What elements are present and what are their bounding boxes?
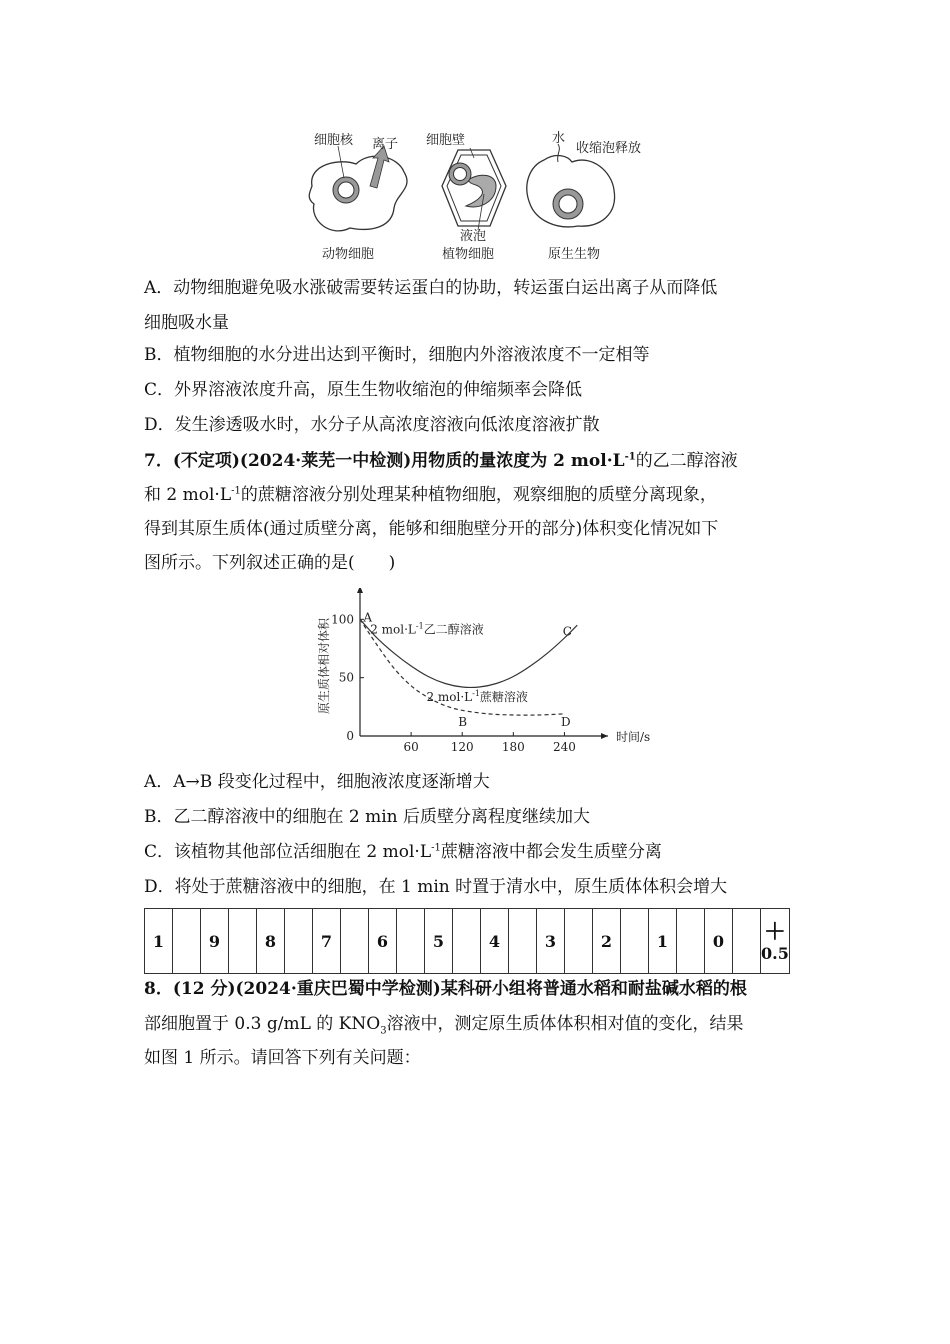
- label-water: 水: [552, 131, 566, 146]
- plant-cell-diagram: [426, 133, 506, 262]
- score-cell: [565, 909, 593, 974]
- q6-option-d: D．发生渗透吸水时，水分子从高浓度溶液向低浓度溶液扩散: [144, 415, 600, 435]
- q7-option-b: B．乙二醇溶液中的细胞在 2 min 后质壁分离程度继续加大: [144, 807, 591, 827]
- ion-arrow-icon: [370, 146, 389, 188]
- q7-source: 莱芜一中检测: [301, 451, 404, 471]
- animal-cell-diagram: [309, 132, 407, 262]
- label-cell-wall: 细胞壁: [426, 133, 466, 148]
- q8-source: 重庆巴蜀中学检测: [296, 979, 433, 999]
- x-tick-label: 240: [552, 740, 576, 754]
- score-row: [145, 909, 790, 974]
- bonus-value: 0.5: [761, 943, 789, 963]
- q7-option-a: A．A→B 段变化过程中，细胞液浓度逐渐增大: [144, 772, 490, 792]
- score-cell-bonus: [761, 909, 790, 974]
- score-cell: 1: [145, 909, 173, 974]
- x-axis-label: 时间/s: [616, 730, 651, 744]
- score-cell: 3: [537, 909, 565, 974]
- y-axis-arrow-icon: [357, 588, 363, 593]
- q7-stem-line3: 得到其原生质体(通过质壁分离，能够和细胞壁分开的部分)体积变化情况如下: [144, 519, 719, 539]
- label-ion: 离子: [372, 137, 399, 152]
- label-vacuole: 液泡: [460, 229, 487, 244]
- score-table: [144, 908, 790, 974]
- score-cell: [453, 909, 481, 974]
- q8-stem-line1: 8．(12 分)(2024·重庆巴蜀中学检测)某科研小组将普通水稻和耐盐碱水稻的根: [144, 979, 747, 999]
- q6-option-c: C．外界溶液浓度升高，原生生物收缩泡的伸缩频率会降低: [144, 380, 583, 400]
- point-label-c: C: [562, 624, 572, 639]
- score-cell: 7: [313, 909, 341, 974]
- x-axis-arrow-icon: [601, 733, 608, 739]
- y-axis-label: 原生质体相对体积: [317, 617, 331, 715]
- caption-protist: 原生生物: [548, 247, 601, 262]
- point-label-b: B: [458, 715, 468, 729]
- score-cell: [677, 909, 705, 974]
- score-cell: [397, 909, 425, 974]
- vacuole-icon: [466, 175, 496, 207]
- q6-option-b: B．植物细胞的水分进出达到平衡时，细胞内外溶液浓度不一定相等: [144, 345, 650, 365]
- q6-option-a-line1: A．动物细胞避免吸水涨破需要转运蛋白的协助，转运蛋白运出离子从而降低: [144, 278, 718, 298]
- point-label-d: D: [561, 715, 571, 729]
- series-label-sucrose: 2 $mol\cdot L^{-1}$蔗糖溶液: [426, 689, 528, 704]
- q7-stem-line1: 7．(不定项)(2024·莱芜一中检测)用物质的量浓度为 2 $mol\cdot L^{-1}$的乙二醇溶液: [144, 451, 738, 471]
- score-cell: 4: [481, 909, 509, 974]
- score-cell: [341, 909, 369, 974]
- q8-stem-line2: 部细胞置于 0.3 g/mL 的 $KNO_3$溶液中，测定原生质体体积相对值的变化，结果: [144, 1014, 744, 1037]
- score-cell: 5: [425, 909, 453, 974]
- score-cell: [285, 909, 313, 974]
- score-cell: [229, 909, 257, 974]
- score-cell: 8: [257, 909, 285, 974]
- plus-sign: ＋: [763, 918, 786, 945]
- x-tick-label: 120: [450, 740, 474, 754]
- score-cell: 2: [593, 909, 621, 974]
- q7-stem-line4: 图所示。下列叙述正确的是( ): [144, 553, 396, 573]
- score-cell: [173, 909, 201, 974]
- score-cell: 0: [705, 909, 733, 974]
- y-tick-label: 0: [346, 729, 354, 743]
- caption-plant-cell: 植物细胞: [442, 247, 495, 262]
- q7-option-c: C．该植物其他部位活细胞在 2 $mol\cdot L^{-1}$蔗糖溶液中都会发生质壁分离: [144, 842, 662, 862]
- label-contractile: 收缩泡释放: [576, 141, 642, 156]
- x-tick-label: 180: [501, 740, 525, 754]
- q7-option-d: D．将处于蔗糖溶液中的细胞，在 1 min 时置于清水中，原生质体体积会增大: [144, 877, 728, 897]
- label-nucleus: 细胞核: [314, 133, 354, 148]
- q8-stem-line3: 如图 1 所示。请回答下列有关问题：: [144, 1048, 421, 1068]
- point-label-a: A: [363, 610, 373, 625]
- q6-option-a-line2: 细胞吸水量: [144, 313, 229, 333]
- score-cell: 9: [201, 909, 229, 974]
- q7-stem-line2: 和 2 $mol\cdot L^{-1}$的蔗糖溶液分别处理某种植物细胞，观察细胞的质壁分离现象，: [144, 485, 717, 505]
- contractile-vacuole-icon: [558, 144, 560, 162]
- caption-animal-cell: 动物细胞: [322, 247, 375, 262]
- x-tick-label: 60: [403, 740, 419, 754]
- score-cell: [621, 909, 649, 974]
- score-cell: [733, 909, 761, 974]
- cell-types-figure: [300, 128, 660, 268]
- score-cell: 6: [369, 909, 397, 974]
- y-tick-label: 50: [338, 670, 354, 685]
- protoplast-volume-chart: [310, 588, 660, 763]
- series-label-ethylene-glycol: 2 $mol\cdot L^{-1}$乙二醇溶液: [370, 621, 484, 637]
- score-cell: 1: [649, 909, 677, 974]
- score-cell: [509, 909, 537, 974]
- y-tick-label: 100: [331, 612, 354, 627]
- protist-diagram: [527, 130, 641, 262]
